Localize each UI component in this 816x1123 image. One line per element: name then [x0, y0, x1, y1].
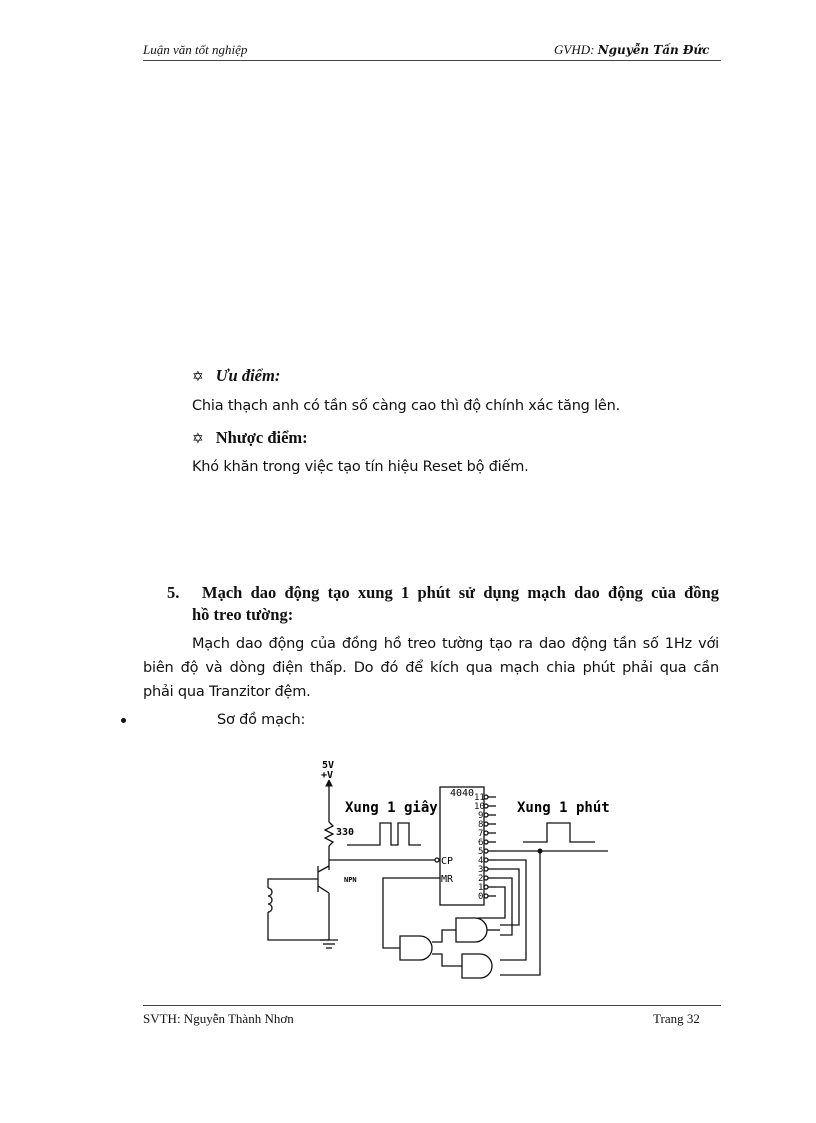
section-para-line1: Mạch dao động của đồng hồ treo tường tạo ra dao động tần số 1Hz với	[192, 636, 719, 652]
transistor-emitter	[318, 886, 329, 893]
star-bullet-icon: ✡	[192, 431, 204, 447]
output-pin-label: 9	[478, 811, 484, 821]
output-pin-label: 3	[478, 865, 484, 875]
transistor-collector	[318, 866, 329, 872]
footer-right: Trang 32	[653, 1011, 700, 1026]
footer-rule	[143, 1005, 721, 1006]
output-pin-label: 6	[478, 838, 484, 848]
section-para-line3: phải qua Tranzitor đệm.	[143, 684, 311, 700]
output-pin-label: 0	[478, 892, 484, 902]
header-right-name: Nguyễn Tấn Đức	[597, 43, 710, 57]
resistor-symbol	[325, 822, 333, 846]
gate-link-2	[432, 954, 462, 966]
and-gate-top	[456, 918, 487, 942]
q-wire-d	[496, 860, 526, 960]
disadvantages-heading: Nhược điểm:	[215, 428, 308, 447]
and-gate-left	[400, 936, 432, 960]
resistor-label: 330	[336, 827, 355, 838]
gate-link-1	[432, 930, 456, 942]
section-title-line1: Mạch dao động tạo xung 1 phút sử dụng mạch dao động của đồng	[202, 583, 719, 602]
mr-feedback-wire	[383, 878, 440, 948]
cp-pin-bubble	[435, 858, 439, 862]
output-pin-label: 5	[478, 847, 484, 857]
and-gate-bottom	[462, 954, 492, 978]
input-waveform	[347, 823, 421, 845]
output-pin-label: 4	[478, 856, 484, 866]
supply-label: +V	[321, 770, 334, 781]
supply-voltage-label: 5V	[322, 760, 335, 771]
section-para-line2: biên độ và dòng điện thấp. Do đó để kích qua mạch chia phút phải qua cần	[143, 660, 719, 676]
chip-label: 4040	[450, 788, 475, 799]
section-title-line2: hồ treo tường:	[192, 605, 294, 624]
header-right-prefix: GVHD:	[554, 42, 595, 57]
output-waveform	[523, 823, 595, 842]
advantages-text: Chia thạch anh có tần số càng cao thì độ chính xác tăng lên.	[192, 398, 621, 414]
advantages-heading: Ưu điểm:	[215, 366, 281, 385]
output-pin-label: 11	[474, 793, 485, 803]
star-bullet-icon: ✡	[192, 369, 204, 385]
output-pin-label: 7	[478, 829, 484, 839]
output-pin-label: 8	[478, 820, 484, 830]
pin-cp-label: CP	[441, 856, 454, 867]
coil-symbol	[268, 888, 272, 912]
output-pin-label: 10	[474, 802, 485, 812]
disadvantages-text: Khó khăn trong việc tạo tín hiệu Reset bộ điếm.	[192, 459, 529, 475]
pin-mr-label: MR	[441, 874, 454, 885]
input-wave-label: Xung 1 giây	[345, 800, 438, 816]
coil-return	[268, 912, 329, 940]
footer-left: SVTH: Nguyễn Thành Nhơn	[143, 1011, 294, 1026]
section-number: 5.	[167, 583, 180, 602]
output-pin-stubs	[488, 797, 496, 896]
junction-dot	[538, 849, 543, 854]
output-pin-label: 1	[478, 883, 484, 893]
output-pin-label: 2	[478, 874, 484, 884]
header-left: Luận văn tốt nghiệp	[143, 42, 248, 57]
output-wave-label: Xung 1 phút	[517, 800, 610, 816]
bullet-text: Sơ đồ mạch:	[217, 712, 306, 728]
transistor-label: NPN	[344, 876, 357, 884]
base-wire	[268, 879, 318, 888]
